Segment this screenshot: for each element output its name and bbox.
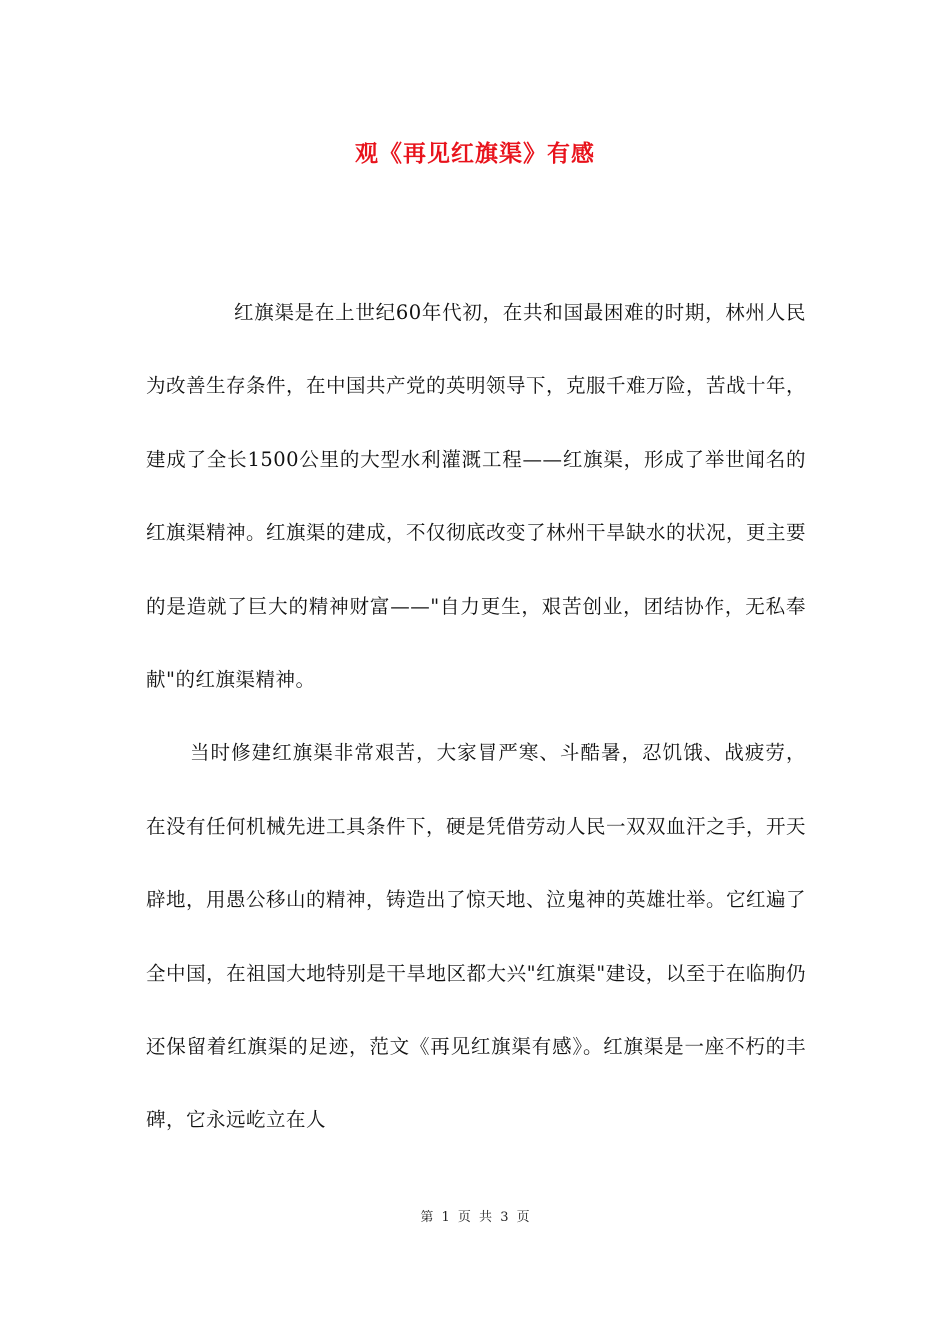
paragraph-1: 红旗渠是在上世纪60年代初，在共和国最困难的时期，林州人民为改善生存条件，在中国共产党的英明领导下，克服千难万险，苦战十年，建成了全长1500公里的大型水利灌溉工程——红旗渠，形成了举世闻名的红旗渠精神。红旗渠的建成，不仅彻底改变了林州干旱缺水的状况，更主要的是造就了巨大的精神财富——"自力更生，艰苦创业，团结协作，无私奉献"的红旗渠精神。 (146, 301, 807, 692)
paragraph-2: 当时修建红旗渠非常艰苦，大家冒严寒、斗酷暑，忍饥饿、战疲劳，在没有任何机械先进工具条件下，硬是凭借劳动人民一双双血汗之手，开天辟地，用愚公移山的精神，铸造出了惊天地、泣鬼神的英雄壮举。它红遍了全中国，在祖国大地特别是干旱地区都大兴"红旗渠"建设，以至于在临朐仍还保留着红旗渠的足迹，范文《再见红旗渠有感》。红旗渠是一座不朽的丰碑，它永远屹立在人 (146, 741, 807, 1132)
document-body (146, 276, 806, 1157)
document-title: 观《再见红旗渠》有感 (355, 140, 595, 167)
page-footer: 第 1 页 共 3 页 (420, 1210, 530, 1225)
